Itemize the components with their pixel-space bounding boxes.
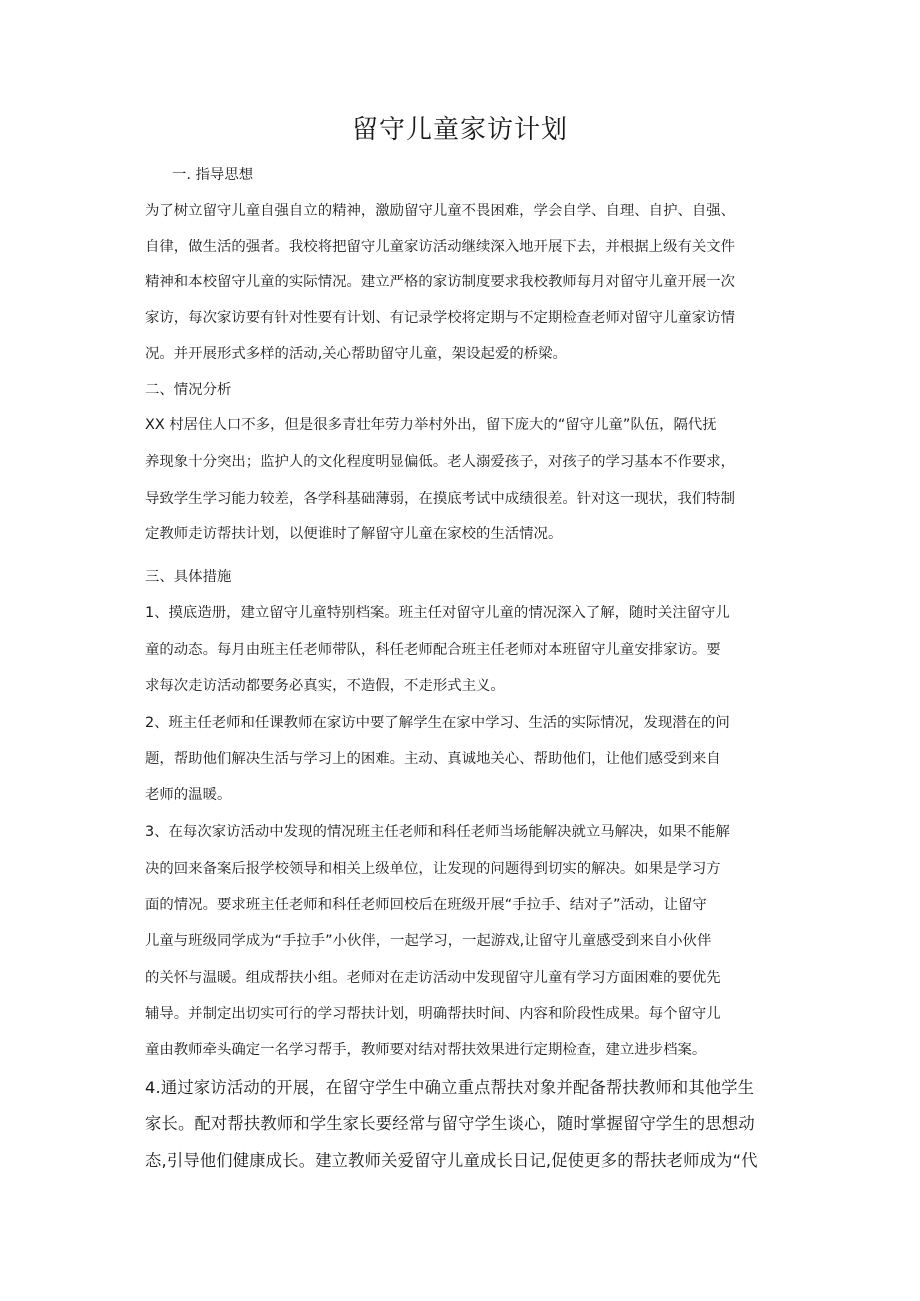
body-text-line: 求每次走访活动都要务必真实，不造假，不走形式主义。 <box>145 678 505 694</box>
body-text-line: 3、在每次家访活动中发现的情况班主任老师和科任老师当场能解决就立马解决，如果不能解 <box>145 824 730 840</box>
section-heading-specific-measures: 三、具体措施 <box>145 569 232 585</box>
body-text-line: 面的情况。要求班主任老师和科任老师回校后在班级开展“手拉手、结对子”活动，让留守 <box>145 897 707 913</box>
body-text-line: 定教师走访帮扶计划，以便谁时了解留守儿童在家校的生活情况。 <box>145 526 563 542</box>
body-text-line: 童的动态。每月由班主任老师带队，科任老师配合班主任老师对本班留守儿童安排家访。要 <box>145 642 721 658</box>
body-text-line: 家访，每次家访要有针对性要有计划、有记录学校将定期与不定期检查老师对留守儿童家访情 <box>145 310 736 326</box>
body-text-line: 导致学生学习能力较差，各学科基础薄弱，在摸底考试中成绩很差。针对这一现状，我们特制 <box>145 491 736 507</box>
body-text-line: 养现象十分突出；监护人的文化程度明显偏低。老人溺爱孩子，对孩子的学习基本不作要求， <box>145 454 736 470</box>
body-text-line: 老师的温暖。 <box>145 787 232 803</box>
body-text-line: 态,引导他们健康成长。建立教师关爱留守儿童成长日记,促使更多的帮扶老师成为“代 <box>145 1151 758 1170</box>
body-text-line: 童由教师牵头确定一名学习帮手，教师要对结对帮扶效果进行定期检查，建立进步档案。 <box>145 1042 707 1058</box>
page-title: 留守儿童家访计划 <box>351 115 568 145</box>
body-text-line: 题，帮助他们解决生活与学习上的困难。主动、真诚地关心、帮助他们，让他们感受到来自 <box>145 751 721 767</box>
body-text-line: 精神和本校留守儿童的实际情况。建立严格的家访制度要求我校教师每月对留守儿童开展一次 <box>145 274 736 290</box>
body-text-line: 1、摸底造册，建立留守儿童特别档案。班主任对留守儿童的情况深入了解，随时关注留守儿 <box>145 605 730 621</box>
body-text-line: 家长。配对帮扶教师和学生家长要经常与留守学生谈心，随时掌握留守学生的思想动 <box>145 1114 755 1133</box>
body-text-line: 况。并开展形式多样的活动,关心帮助留守儿童，架设起爱的桥梁。 <box>145 346 567 362</box>
body-text-line: 自律，做生活的强者。我校将把留守儿童家访活动继续深入地开展下去，并根据上级有关文件 <box>145 239 736 255</box>
section-heading-situation-analysis: 二、情况分析 <box>145 382 232 398</box>
body-text-line: XX 村居住人口不多，但是很多青壮年劳力举村外出，留下庞大的“留守儿童”队伍，隔代抚 <box>145 417 717 433</box>
body-text-line: 2、班主任老师和任课教师在家访中要了解学生在家中学习、生活的实际情况，发现潜在的问 <box>145 715 730 731</box>
body-text-line: 的关怀与温暖。组成帮扶小组。老师对在走访活动中发现留守儿童有学习方面困难的要优先 <box>145 970 721 986</box>
body-text-line: 辅导。并制定出切实可行的学习帮扶计划，明确帮扶时间、内容和阶段性成果。每个留守儿 <box>145 1006 721 1022</box>
section-heading-guiding-ideology: 一. 指导思想 <box>172 167 254 183</box>
body-text-line: 为了树立留守儿童自强自立的精神，激励留守儿童不畏困难，学会自学、自理、自护、自强、 <box>145 203 736 219</box>
body-text-line: 儿童与班级同学成为“手拉手”小伙伴，一起学习，一起游戏,让留守儿童感受到来自小伙伴 <box>145 933 712 949</box>
body-text-line: 决的回来备案后报学校领导和相关上级单位，让发现的问题得到切实的解决。如果是学习方 <box>145 861 721 877</box>
body-text-line: 4.通过家访活动的开展，在留守学生中确立重点帮扶对象并配备帮扶教师和其他学生 <box>145 1078 755 1097</box>
